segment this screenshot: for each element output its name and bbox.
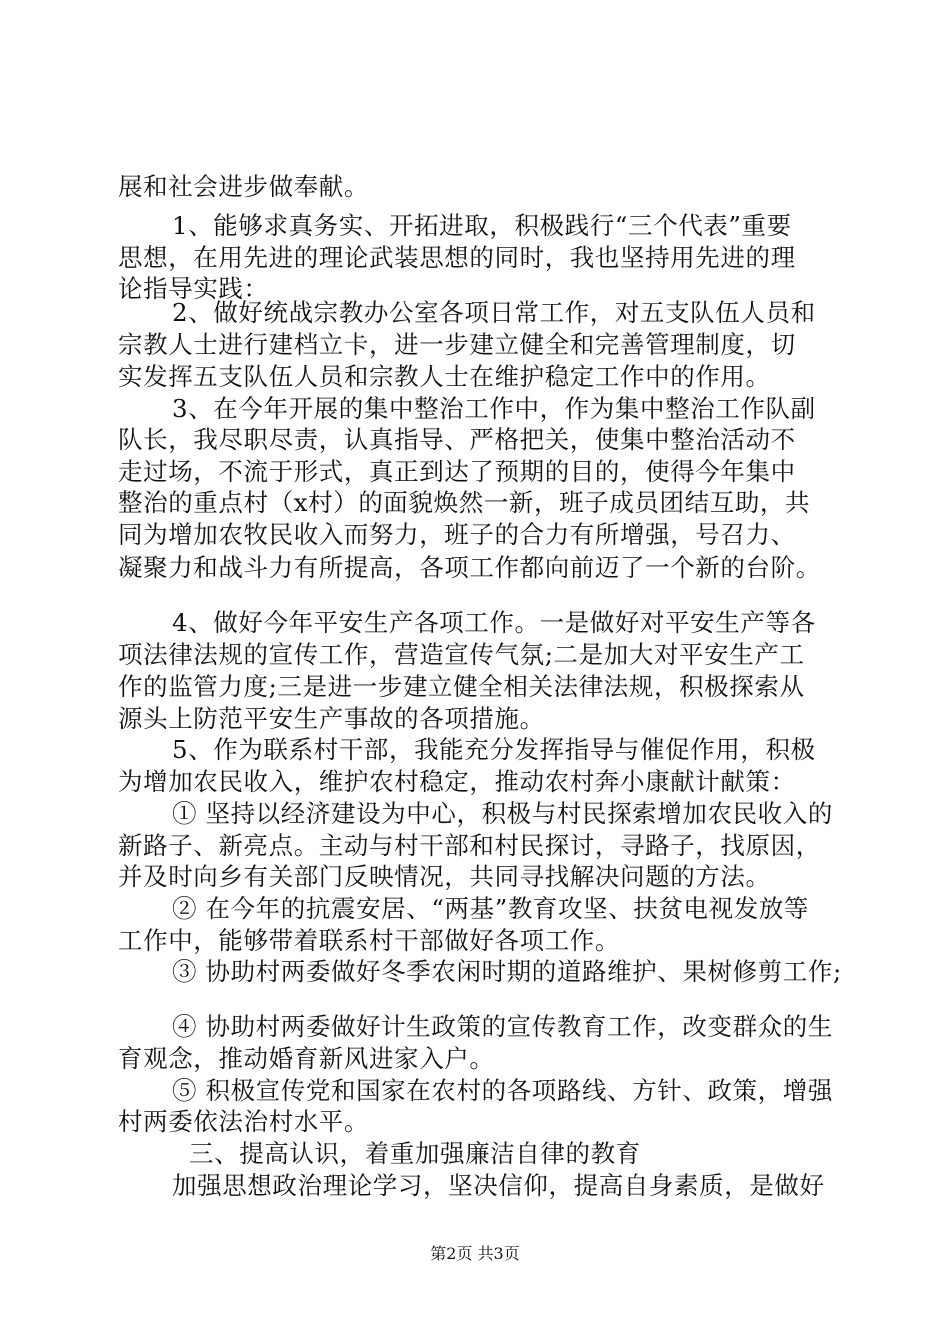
text-line: 展和社会进步做奉献。	[118, 172, 369, 201]
text-line: 加强思想政治理论学习，坚决信仰，提高自身素质，是做好	[172, 1171, 825, 1200]
text-line: 新路子、新亮点。主动与村干部和村民探讨，寻路子，找原因，	[118, 831, 821, 860]
text-line: 队长，我尽职尽责，认真指导、严格把关，使集中整治活动不	[118, 425, 796, 454]
text-line: 1、能够求真务实、开拓进取，积极践行“三个代表”重要	[172, 211, 792, 240]
text-line: 项法律法规的宣传工作，营造宣传气氛;二是加大对平安生产工	[118, 640, 805, 669]
text-line: 2、做好统战宗教办公室各项日常工作，对五支队伍人员和	[172, 298, 816, 327]
page-number-footer: 第2页 共3页	[430, 1244, 520, 1263]
text-line: 论指导实践：	[118, 274, 269, 303]
text-line: 为增加农民收入，维护农村稳定，推动农村奔小康献计献策：	[118, 767, 796, 796]
text-line: 作的监管力度;三是进一步建立健全相关法律法规，积极探索从	[118, 672, 805, 701]
text-line: 育观念，推动婚育新风进家入户。	[118, 1044, 495, 1073]
text-line: 4、做好今年平安生产各项工作。一是做好对平安生产等各	[172, 608, 816, 637]
text-line: 5、作为联系村干部，我能充分发挥指导与催促作用，积极	[172, 735, 816, 764]
text-line: ④ 协助村两委做好计生政策的宣传教育工作，改变群众的生	[172, 1012, 833, 1041]
text-line: 3、在今年开展的集中整治工作中，作为集中整治工作队副	[172, 394, 816, 423]
text-line: ② 在今年的抗震安居、“两基”教育攻坚、扶贫电视发放等	[172, 894, 810, 923]
text-line: ③ 协助村两委做好冬季农闲时期的道路维护、果树修剪工作;	[172, 957, 842, 986]
text-line: 并及时向乡有关部门反映情况，共同寻找解决问题的方法。	[118, 862, 771, 891]
text-line: 整治的重点村（x村）的面貌焕然一新，班子成员团结互助，共	[118, 488, 811, 517]
text-line: 走过场，不流于形式，真正到达了预期的目的，使得今年集中	[118, 457, 796, 486]
text-line: 实发挥五支队伍人员和宗教人士在维护稳定工作中的作用。	[118, 362, 771, 391]
text-line: ① 坚持以经济建设为中心，积极与村民探索增加农民收入的	[172, 799, 833, 828]
text-line: ⑤ 积极宣传党和国家在农村的各项路线、方针、政策，增强	[172, 1076, 833, 1105]
section-heading: 三、提高认识，着重加强廉洁自律的教育	[189, 1139, 641, 1168]
text-line: 工作中，能够带着联系村干部做好各项工作。	[118, 926, 620, 955]
text-line: 源头上防范平安生产事故的各项措施。	[118, 704, 545, 733]
text-line: 凝聚力和战斗力有所提高，各项工作都向前迈了一个新的台阶。	[118, 553, 821, 582]
text-line: 村两委依法治村水平。	[118, 1107, 369, 1136]
text-line: 同为增加农牧民收入而努力，班子的合力有所增强，号召力、	[118, 520, 796, 549]
text-line: 思想，在用先进的理论武装思想的同时，我也坚持用先进的理	[118, 243, 796, 272]
text-line: 宗教人士进行建档立卡，进一步建立健全和完善管理制度，切	[118, 330, 796, 359]
